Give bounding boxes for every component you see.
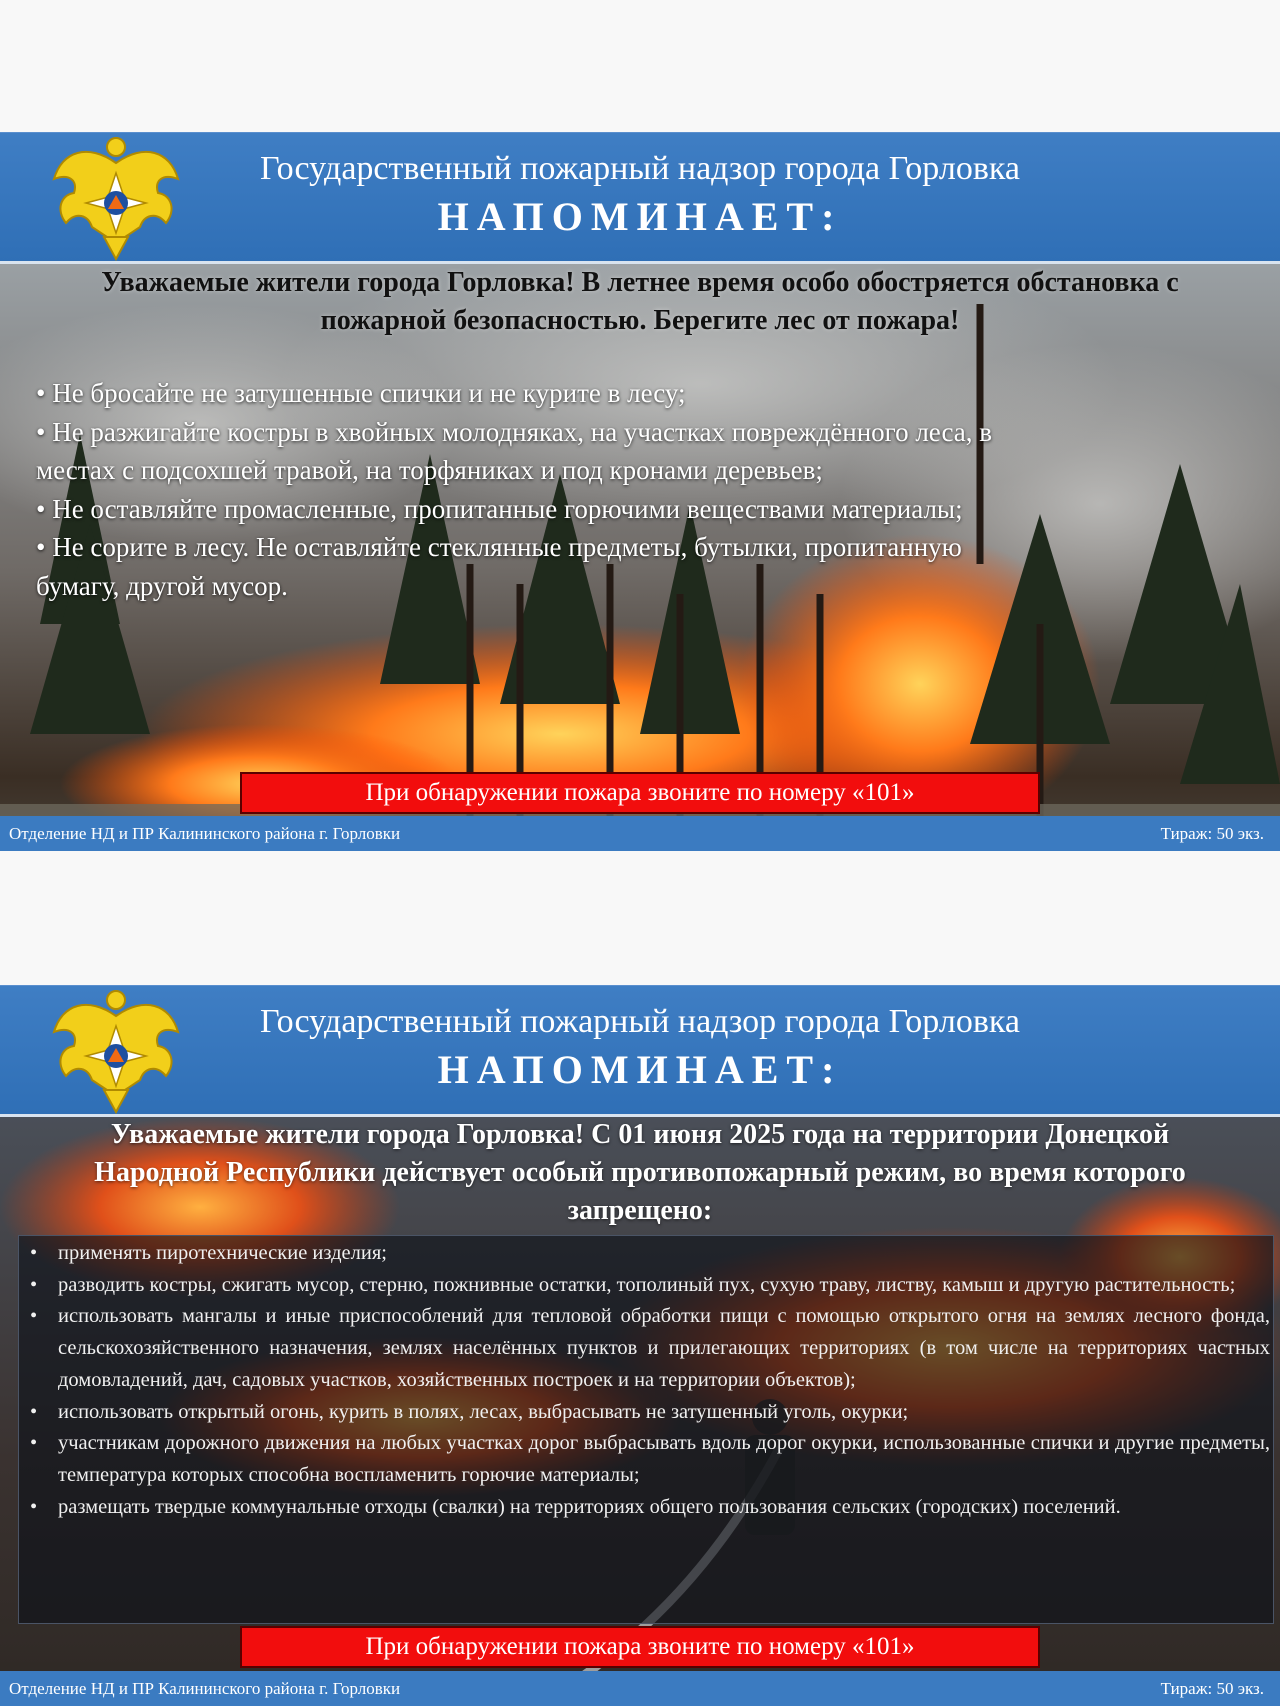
footer-department: Отделение НД и ПР Калининского района г. Горловки [9, 1679, 401, 1698]
rules-list [58, 1238, 1270, 1523]
list-item: • участникам дорожного движения на любых участках дорог выбрасывать вдоль дорог окурки, использованные спички и другие предметы, температура которых способна воспламенить горючие материалы; [58, 1428, 1270, 1491]
header-bar [0, 985, 1280, 1114]
header-subtitle: НАПОМИНАЕТ: [437, 194, 843, 239]
list-item: • Не бросайте не затушенные спички и не курите в лесу; [36, 378, 686, 408]
list-item: • Не разжигайте костры в хвойных молодняках, на участках повреждённого леса, в местах с подсохшей травой, на торфяниках и под кронами деревьев; [36, 416, 992, 485]
footer-bar [0, 1671, 1280, 1706]
list-item: • Не оставляйте промасленные, пропитанные горючими веществами материалы; [36, 493, 963, 524]
list-item: • размещать твердые коммунальные отходы (свалки) на территориях общего пользования сельских (городских) поселений. [58, 1492, 1270, 1524]
footer-print-run: Тираж: 50 экз. [1160, 824, 1264, 843]
header-title: Государственный пожарный надзор города Горловка [260, 1003, 1020, 1040]
list-item: • разводить костры, сжигать мусор, стерню, пожнивные остатки, тополиный пух, сухую траву, листву, камыш и другую растительность; [58, 1270, 1270, 1302]
footer-department: Отделение НД и ПР Калининского района г. Горловки [9, 824, 401, 843]
emergency-call-banner: При обнаружении пожара звоните по номеру «101» [240, 1626, 1040, 1668]
list-item: • применять пиротехнические изделия; [58, 1238, 1270, 1270]
footer-print-run: Тираж: 50 экз. [1160, 1679, 1264, 1698]
emergency-ministry-eagle-emblem-icon [48, 133, 184, 261]
intro-text: Уважаемые жители города Горловка! В летнее время особо обостряется обстановка с пожарной безопасностью. Берегите лес от пожара! [101, 267, 1179, 336]
emergency-ministry-eagle-emblem-icon [48, 986, 184, 1114]
poster-forest-fire-reminder [0, 132, 1280, 851]
emergency-call-banner: При обнаружении пожара звоните по номеру «101» [240, 772, 1040, 814]
poster-fire-regime-reminder [0, 985, 1280, 1706]
header-title: Государственный пожарный надзор города Горловка [260, 150, 1020, 187]
footer-bar [0, 816, 1280, 851]
list-item: • использовать открытый огонь, курить в полях, лесах, выбрасывать не затушенный уголь, окурки; [58, 1397, 1270, 1429]
header-subtitle: НАПОМИНАЕТ: [437, 1047, 843, 1092]
rules-list [36, 374, 996, 605]
header-bar [0, 132, 1280, 261]
intro-text: Уважаемые жители города Горловка! С 01 июня 2025 года на территории Донецкой Народной Республики действует особый противопожарный режим, во время которого запрещено: [94, 1119, 1186, 1226]
list-item: • использовать мангалы и иные приспособлений для тепловой обработки пищи с помощью открытого огня на землях лесного фонда, сельскохозяйственного назначения, землях населённых пунктов и прилегающих территориях (в том числе на территориях частных домовладений, дач, садовых участков, хозяйственных построек и на территории объектов); [58, 1301, 1270, 1396]
list-item: • Не сорите в лесу. Не оставляйте стеклянные предметы, бутылки, пропитанную бумагу, другой мусор. [36, 532, 962, 601]
